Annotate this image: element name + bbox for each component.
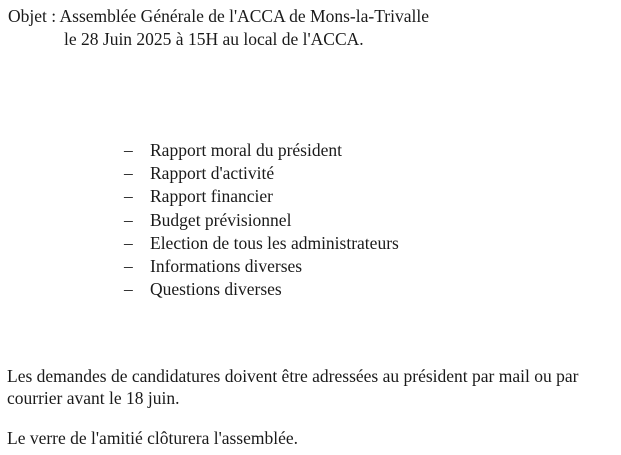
bullet-dash: – bbox=[124, 279, 133, 300]
agenda-item-label: Rapport financier bbox=[150, 186, 273, 207]
agenda-item bbox=[124, 255, 399, 278]
agenda-item bbox=[124, 162, 399, 185]
candidatures-paragraph-line: Les demandes de candidatures doivent être adressées au président par mail ou par bbox=[7, 366, 579, 386]
agenda-item-label: Rapport d'activité bbox=[150, 163, 275, 184]
agenda-item bbox=[124, 232, 399, 255]
agenda-item-label: Election de tous les administrateurs bbox=[150, 232, 399, 253]
closing-paragraph: Le verre de l'amitié clôturera l'assemblée. bbox=[7, 428, 299, 448]
agenda-list bbox=[124, 139, 399, 301]
agenda-item bbox=[124, 278, 399, 301]
agenda-item bbox=[124, 139, 399, 162]
agenda-item-label: Rapport moral du président bbox=[150, 140, 342, 160]
subject-line: Objet : Assemblée Générale de l'ACCA de Mons-la-Trivalle bbox=[8, 6, 429, 26]
bullet-dash: – bbox=[124, 140, 133, 160]
bullet-dash: – bbox=[124, 256, 133, 277]
bullet-dash: – bbox=[124, 186, 133, 207]
agenda-item-label: Questions diverses bbox=[150, 279, 282, 300]
bullet-dash: – bbox=[124, 163, 133, 184]
agenda-item-label: Budget prévisionnel bbox=[150, 209, 292, 230]
candidatures-paragraph-line: courrier avant le 18 juin. bbox=[7, 388, 180, 408]
bullet-dash: – bbox=[124, 209, 133, 230]
agenda-item-label: Informations diverses bbox=[150, 256, 303, 277]
agenda-item bbox=[124, 185, 399, 208]
bullet-dash: – bbox=[124, 232, 133, 253]
subject-date-line: le 28 Juin 2025 à 15H au local de l'ACCA. bbox=[64, 29, 364, 49]
agenda-item bbox=[124, 209, 399, 232]
